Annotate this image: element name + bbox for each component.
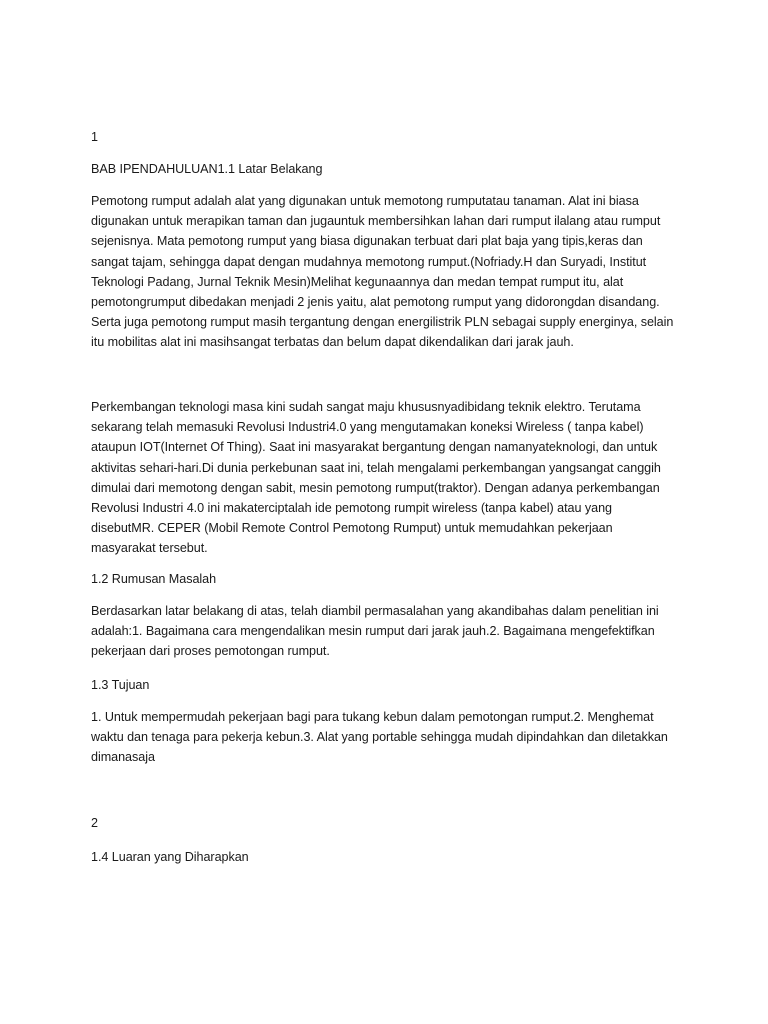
text-line: dimulai dari memotong dengan sabit, mesin pemotong rumput(traktor). Dengan adanya perkembangan <box>91 480 660 495</box>
section-heading-luaran: 1.4 Luaran yang Diharapkan <box>91 850 249 864</box>
text-line: Pemotong rumput adalah alat yang digunakan untuk memotong rumputatau tanaman. Alat ini biasa <box>91 194 639 208</box>
text-line: ataupun IOT(Internet Of Thing). Saat ini masyarakat bergantung dengan namanyateknologi, dan untuk <box>91 440 658 455</box>
text-line: pekerjaan dari proses pemotongan rumput. <box>91 644 330 659</box>
text-line: adalah:1. Bagaimana cara mengendalikan mesin rumput dari jarak jauh.2. Bagaimana mengefektifkan <box>91 624 655 639</box>
text-line: itu mobilitas alat ini masihsangat terbatas dan belum dapat dikendalikan dari jarak jauh. <box>91 335 574 350</box>
paragraph-latar-belakang-2 <box>91 397 661 559</box>
paragraph-latar-belakang-1 <box>91 191 673 353</box>
chapter-heading: BAB IPENDAHULUAN1.1 Latar Belakang <box>91 162 323 176</box>
text-line: sangat tajam, sehingga dapat dengan mudahnya memotong rumput.(Nofriady.H dan Suryadi, Institut <box>91 254 647 269</box>
document-page <box>91 0 691 1024</box>
section-heading-rumusan-masalah: 1.2 Rumusan Masalah <box>91 572 217 586</box>
section-heading-tujuan: 1.3 Tujuan <box>91 678 150 692</box>
text-line: disebutMR. CEPER (Mobil Remote Control Pemotong Rumput) untuk memudahkan pekerjaan <box>91 521 613 536</box>
paragraph-tujuan <box>91 707 668 768</box>
text-line: 1. Untuk mempermudah pekerjaan bagi para tukang kebun dalam pemotongan rumput.2. Menghemat <box>91 710 654 724</box>
text-line: dimanasaja <box>91 750 155 765</box>
text-line: aktivitas sehari-hari.Di dunia perkebunan saat ini, telah mengalami perkembangan yangsangat canggih <box>91 460 661 475</box>
text-line: Berdasarkan latar belakang di atas, telah diambil permasalahan yang akandibahas dalam penelitian ini <box>91 604 659 618</box>
text-line: Perkembangan teknologi masa kini sudah sangat maju khususnyadibidang teknik elektro. Terutama <box>91 400 641 414</box>
text-line: masyarakat tersebut. <box>91 541 208 556</box>
page-number: 1 <box>91 130 98 144</box>
paragraph-rumusan-masalah <box>91 601 659 662</box>
text-line: sejenisnya. Mata pemotong rumput yang biasa digunakan terbuat dari plat baja yang tipis,keras dan <box>91 234 643 249</box>
page-number: 2 <box>91 816 98 830</box>
text-line: sekarang telah memasuki Revolusi Industri4.0 yang mengutamakan koneksi Wireless ( tanpa kabel) <box>91 420 644 435</box>
text-line: digunakan untuk merapikan taman dan jugauntuk membersihkan lahan dari rumput ilalang atau rumput <box>91 214 661 229</box>
text-line: Serta juga pemotong rumput masih tergantung dengan energilistrik PLN sebagai supply energinya, selain <box>91 315 674 330</box>
text-line: Teknologi Padang, Jurnal Teknik Mesin)Melihat kegunaannya dan medan tempat rumput itu, alat <box>91 274 624 289</box>
text-line: waktu dan tenaga para pekerja kebun.3. Alat yang portable sehingga mudah dipindahkan dan diletakkan <box>91 730 668 745</box>
text-line: Revolusi Industri 4.0 ini makaterciptalah ide pemotong rumpit wireless (tanpa kabel) atau yang <box>91 501 613 516</box>
text-line: pemotongrumput dibedakan menjadi 2 jenis yaitu, alat pemotong rumput yang didorongdan disandang. <box>91 295 660 310</box>
